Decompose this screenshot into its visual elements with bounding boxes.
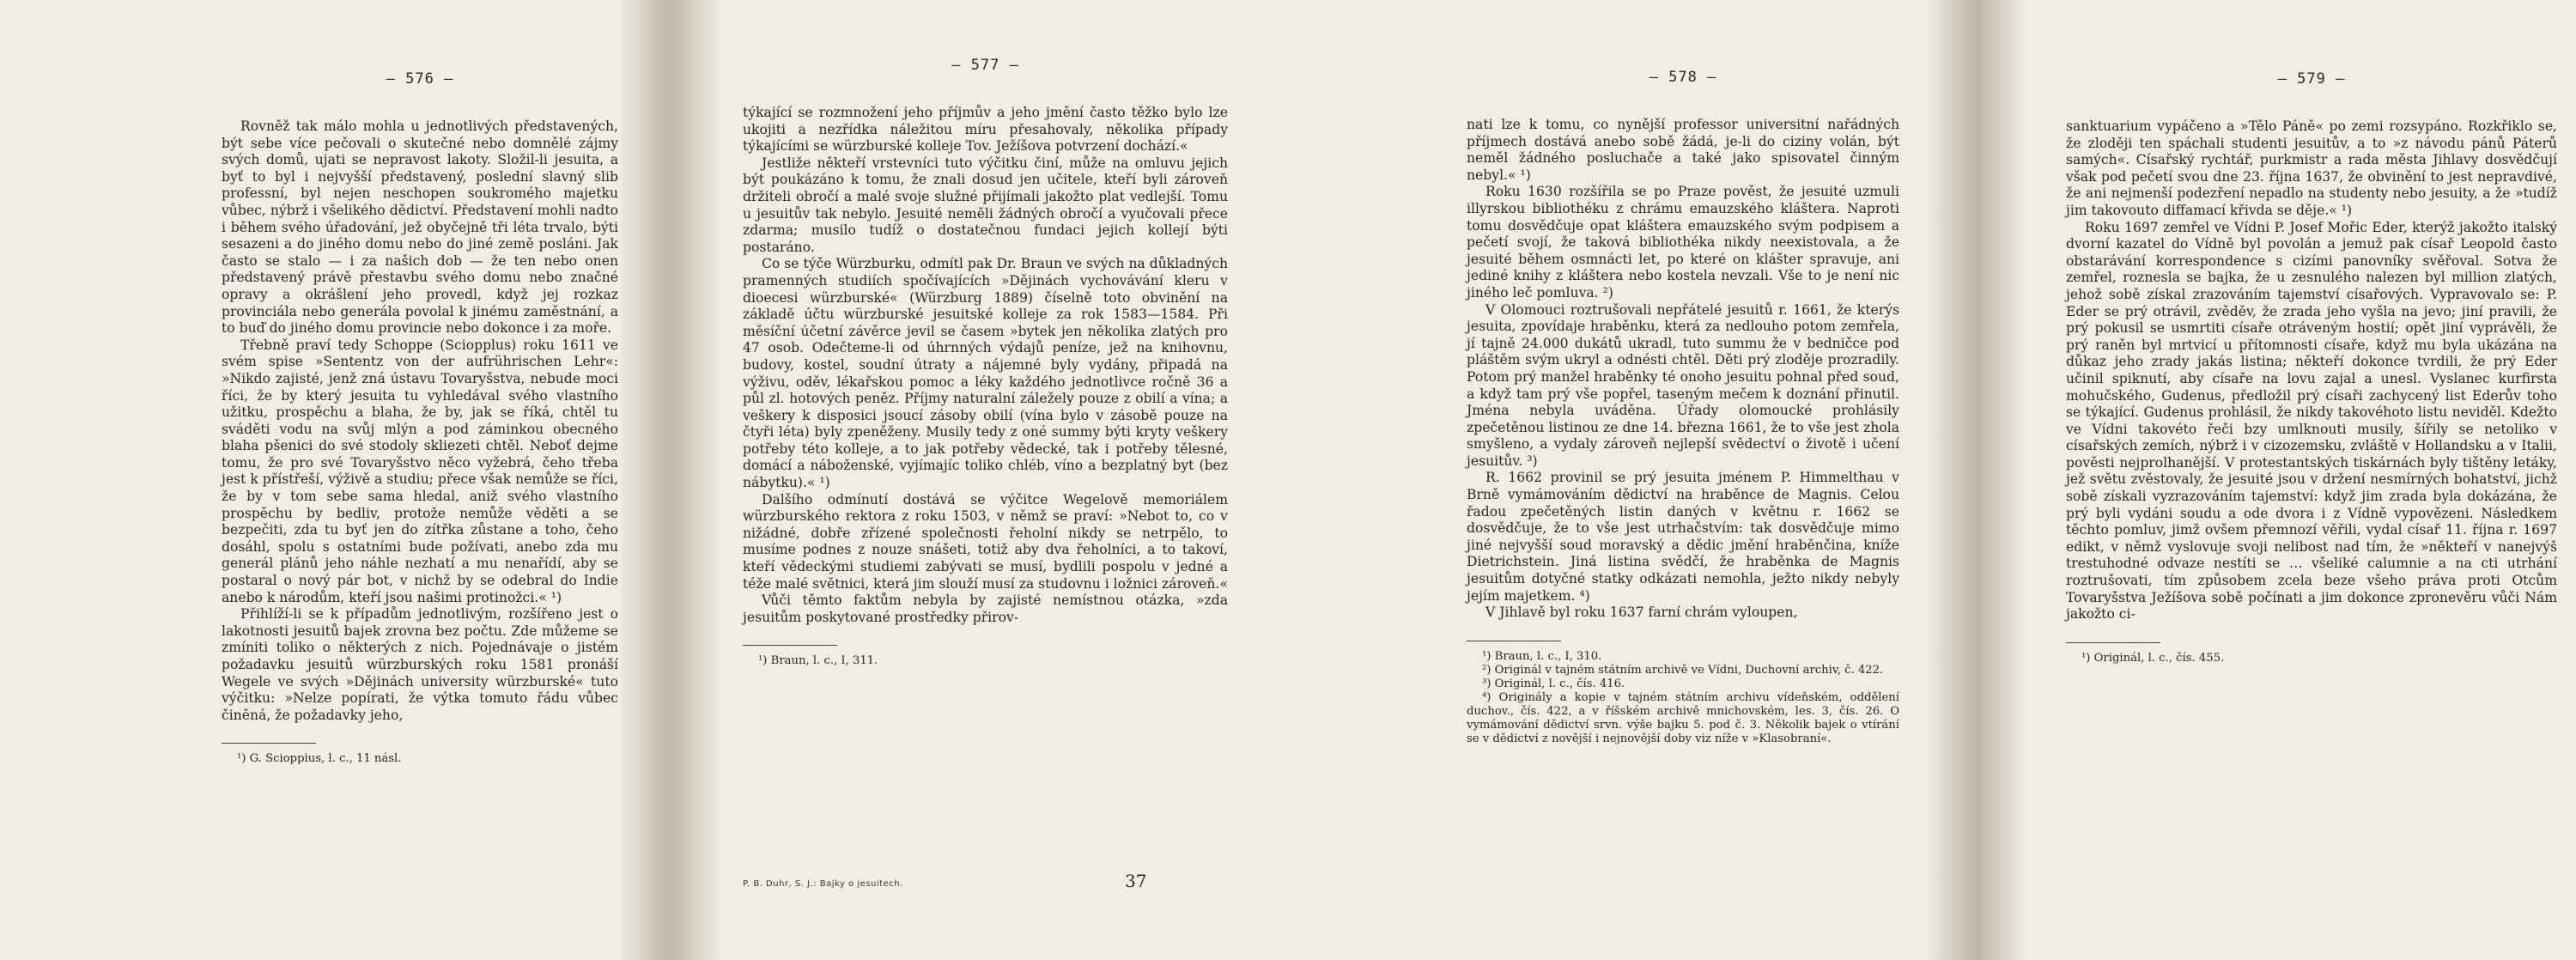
book-spread-right bbox=[1298, 0, 2576, 960]
footnotes bbox=[743, 654, 1228, 668]
paragraph: Roku 1630 rozšířila se po Praze pověst, že jesuité uzmuli illyrskou bibliothéku z chrámu emauzského kláštera. Naproti tomu dosvědčuje opat kláštera emauzského svým podpisem a pečetí svojí, že taková bibliothéka nikdy neexistovala, a že jesuité během osmnácti let, po které on klášter spravuje, ani jediné knihy z kláštera nebo kostela nevzali. Vše to je není nic jiného leč pomluva. ²) bbox=[1467, 184, 1899, 301]
page-body bbox=[2066, 118, 2557, 623]
paragraph: Roku 1697 zemřel ve Vídni P. Josef Mořic Eder, kterýž jakožto italský dvorní kazatel do Vídně byl povolán a jemuž pak císař Leopold často obstarávání korrespondence s cizími panovníky svěřoval. Sotva že zemřel, roznesla se bajka, že u zesnulého nalezen byl million zlatých, jehož sobě získal zrazováním tajemství císařových. Vypravovalo se: P. Eder se prý otrávil, zvěděv, že zrada jeho vyšla na jevo; jiní pravili, že prý pokusil se usmrtiti císaře otráveným hostií; opět jiní vyprávěli, že prý raněn byl mrtvicí u přítomnosti císaře, když mu byla ukázána na důkaz jeho zrady jakás listina; někteří dokonce tvrdili, že prý Eder učinil spiknutí, aby císaře na lovu zajal a unesl. Vyslanec kurfirsta mohučského, Gudenus, předložil prý císaři zachycený list Ederův toho se týkající. Gudenus prohlásil, že nikdy takovéhoto listu neviděl. Kdežto ve Vídni takovéto řeči bzy umlknouti musily, šířily se netoliko v císařských zemích, nýbrž i v cizozemsku, zvláště v Hollandsku a v Italii, pověsti nejprolhanější. V protestantských tiskárnách byly tištěny letáky, jež světu zvěstovaly, že jesuité jsou v držení nesmírných bohatství, jichž sobě získali vyzrazováním tajemství: když jim zrada byla dokázána, že prý byli vydáni soudu a ode dvora i z Vídně vypovězeni. Následkem těchto pomluv, jimž ovšem přemnozí věřili, vydal císař 11. října r. 1697 edikt, v němž vyslovuje svoji nelibost nad tím, že »někteří v nanejvýš trestuhodné odvaze nestíti se … všeliké calumnie a na cti utrhání roztrušovati, tím způsobem zcela beze všeho práva proti Otcům Tovaryšstva Ježíšova sobě počínati a jim dokonce zpronevěru vůči Nám jakožto ci- bbox=[2066, 219, 2557, 623]
signature-number: 37 bbox=[1125, 871, 1147, 891]
paragraph: Vůči těmto faktům nebyla by zajisté nemístnou otázka, »zda jesuitům poskytované prostředky přirov- bbox=[743, 592, 1228, 625]
footnote-divider bbox=[222, 743, 316, 744]
page-number: — 579 — bbox=[2277, 70, 2346, 88]
page-body bbox=[222, 118, 618, 724]
footnote: ²) Originál v tajném státním archivě ve Vídni, Duchovní archiv, č. 422. bbox=[1482, 663, 1884, 677]
footnote: ¹) G. Scioppius, l. c., 11 násl. bbox=[237, 752, 402, 766]
paragraph: sanktuarium vypáčeno a »Tělo Páně« po zemi rozsypáno. Rozkřiklo se, že zloději ten spáchali studenti jesuitův, a to »z návodu pánů Páterů samých«. Císařský rychtář, purkmistr a rada města Jihlavy dosvědčují však pod pečetí svou dne 23. října 1637, že obvinění to jest nepravdivé, že ani nejmenší podezření nepadlo na studenty nebo jesuity, a že »tudíž jim takovouto diffamací křivda se děje.« ¹) bbox=[2066, 118, 2557, 218]
page-number: — 576 — bbox=[386, 70, 454, 88]
page-576 bbox=[0, 0, 670, 960]
footnote-divider bbox=[2066, 642, 2160, 643]
paragraph: Dalšího odmínutí dostává se výčitce Wegelově memoriálem würzburského rektora z roku 1503, v němž se praví: »Nebot to, co v nižádné, dobře zřízené společnosti řeholní nikdy se netrpělo, to musíme podnes z nouze snášeti, totiž aby dva řeholníci, a to takoví, kteří vědeckými studiemi zabývati se musí, bydlili pospolu v jedné a téže malé světnici, která jim slouží musí za studovnu i ložnici zároveň.« bbox=[743, 491, 1228, 592]
paragraph: Rovněž tak málo mohla u jednotlivých představených, být sebe více pečovali o skutečné nebo domnělé zájmy svých domů, ujati se nepravost lakoty. Složil-li jesuita, a byť to byl i nejvyšší představený, poslední slavný slib professní, byl nejen neschopen soukromého majetku vůbec, nýbrž i všelikého dědictví. Představení mohli nadto i během svého úřadování, jež obyčejně tři léta trvalo, býti sesazeni a do jiného domu nebo do jiné země posláni. Jak často se stalo — i za našich dob — že ten nebo onen představený právě přestavbu svého domu nebo značné opravy a okrášlení jeho provedl, když jej rozkaz provinciála nebo generála povolal k jinému zaměstnání, a to buď do jiného domu provincie nebo dokonce i za moře. bbox=[222, 118, 618, 337]
paragraph: R. 1662 provinil se prý jesuita jménem P. Himmelthau v Brně vymámováním dědictví na hraběnce de Magnis. Celou řadou zpečetěných listin daných v květnu r. 1662 se dosvědčuje, že to vše jest utrhačstvím: tak dosvědčuje mimo jiné nejvyšší soud moravský a dědic jmění hraběnčina, kníže Dietrichstein. Jiná listina svědčí, že hraběnka de Magnis jesuitům dotyčné statky odkázati nemohla, ježto nikdy nebyly jejím majetkem. ⁴) bbox=[1467, 470, 1899, 604]
footnote: ¹) Braun, l. c., I, 310. bbox=[1482, 649, 1602, 663]
page-number: — 578 — bbox=[1649, 69, 1717, 86]
page-body bbox=[1467, 117, 1899, 622]
page-578 bbox=[1298, 0, 1977, 960]
paragraph: Co se týče Würzburku, odmítl pak Dr. Braun ve svých na důkladných pramenných studiích spočívajících »Dějinách vychovávání kleru v dioecesi würzburské« (Würzburg 1889) číselně toto obvinění na základě účtu würzburské jesuitské kolleje za rok 1583—1584. Při měsíční účetní závěrce jevil se časem »bytek jen několika zlatých pro 47 osob. Odečteme-li od úhrnných výdajů peníze, jež na knihovnu, budovy, kostel, soudní útraty a nájemné byly vydány, připadá na výživu, oděv, lékařskou pomoc a léky každého jednotlivce ročně 36 a půl zl. hotových peněz. Příjmy naturalní záležely pouze z obilí a vína; a veškery k disposici jsoucí zásoby obilí (vína bylo v zásobě pouze na čtyři léta) byly zpeněženy. Musily tedy z oné summy býti kryty veškery potřeby této kolleje, a to jak potřeby vědecké, tak i potřeby tělesné, domácí a náboženské, vyjímajíc toliko chléb, víno a bezplatný byt (bez nábytku).« ¹) bbox=[743, 256, 1228, 491]
page-577 bbox=[670, 0, 1331, 960]
paragraph: V Jihlavě byl roku 1637 farní chrám vyloupen, bbox=[1485, 605, 1798, 621]
paragraph: Jestliže někteří vrstevníci tuto výčitku činí, může na omluvu jejich být poukázáno k tomu, že znali dosud jen učitele, kteří byli zároveň držiteli obročí a malé svoje služné přijímali jakožto plat vedlejší. Tomu u jesuitův tak nebylo. Jesuité neměli žádných obročí a vyučovali přece zdarma; musilo tudíž o dostatečnou fundaci jejich kollejí býti postaráno. bbox=[743, 155, 1228, 255]
paragraph: Přihlíží-li se k případům jednotlivým, rozšířeno jest o lakotnosti jesuitů bajek zrovna bez počtu. Zde můžeme se zmíniti toliko o některých z nich. Pojednávaje o jistém požadavku jesuitů würzburských roku 1581 pronáší Wegele ve svých »Dějinách university würzburské« tuto výčitku: »Nelze popírati, že výtka tomuto řádu vůbec činěná, že požadavky jeho, bbox=[222, 606, 618, 723]
page-body bbox=[743, 105, 1228, 626]
footnote-divider bbox=[743, 645, 837, 646]
paragraph: Třebně praví tedy Schoppe (Sciopplus) roku 1611 ve svém spise »Sententz von der aufrührischen Lehr«: »Nikdo zajisté, jenž zná ústavu Tovaryšstva, nebude moci říci, že by který jesuita tu vyhledával svého vlastního užitku, prospěchu a blaha, že by, jak se říká, chtěl tu sváděti vodu na svůj mlýn a pod záminkou obecného blaha pšenici do své stodoly skliezeti chtěl. Neboť dejme tomu, že pro své Tovaryšstvo něco vyžebrá, čeho třeba jest k přístřeší, výživě a studiu; přece však nemůže se říci, že by v tom sebe sama hledal, aniž svého vlastního prospěchu by bedliv, protože nemůže věděti a se bezpečiti, zda tu byť jen do zítřka zůstane a toho, čeho dosáhl, spolu s ostatními bude požívati, anebo zda mu generál plánů jeho náhle nezhatí a mu nenařídí, aby se postaral o nový pár bot, v nichž by se odebral do Indie anebo k národům, kteří jsou našimi protinožci.« ¹) bbox=[222, 337, 618, 605]
footnotes bbox=[2066, 652, 2557, 665]
paragraph: V Olomouci roztrušovali nepřátelé jesuitů r. 1661, že kterýs jesuita, zpovídaje hraběnku, která za nedlouho potom zemřela, jí tajně 24.000 dukátů ukradl, tuto summu že v bedničce pod pláštěm svým ukryl a odnésti chtěl. Děti prý zloděje prozradily. Potom prý manžel hraběnky té onoho jesuitu pohnal před soud, a když tam prý vše popřel, taseným mečem k doznání přinutil. Jména nebyla uváděna. Úřady olomoucké prohlásily zpečetěnou listinou ze dne 14. března 1661, že to vše jest zhola smyšleno, a vydaly zároveň nejlepší svědectví o životě i učení jesuitův. ³) bbox=[1467, 301, 1899, 469]
printer-signature: P. B. Duhr, S. J.: Bajky o jesuitech. bbox=[743, 879, 903, 889]
footnotes bbox=[1467, 650, 1899, 746]
footnotes bbox=[222, 752, 618, 766]
footnote: ¹) Originál, l. c., čís. 455. bbox=[2081, 651, 2225, 665]
footnote: ³) Originál, l. c., čís. 416. bbox=[1482, 677, 1625, 690]
paragraph: nati lze k tomu, co nynější professor universitní nařádných příjmech dostává anebo sobě žádá, je-li do ciziny volán, být neměl žádného posluchače a také jako spisovatel činným nebyl.« ¹) bbox=[1467, 117, 1899, 183]
paragraph: týkající se rozmnožení jeho příjmův a jeho jmění často těžko bylo lze ukojiti a nezřídka náležitou míru přesahovaly, několika případy týkajícími se würzburské kolleje Tov. Ježíšova potvrzení dochází.« bbox=[743, 105, 1228, 155]
page-number: — 577 — bbox=[951, 57, 1019, 74]
footnote: ⁴) Originály a kopie v tajném státním archivu vídeňském, oddělení duchov., čís. 422, a v říšském archivě mnichovském, les. 3, čís. 26. O vymámování dědictví srvn. výše bajku 5. pod č. 3. Několik bajek o vtírání se v dědictví z novější i nejnovější doby viz níže v »Klasobraní«. bbox=[1467, 690, 1899, 745]
page-579 bbox=[1977, 0, 2576, 960]
footnote: ¹) Braun, l. c., I, 311. bbox=[758, 654, 878, 668]
